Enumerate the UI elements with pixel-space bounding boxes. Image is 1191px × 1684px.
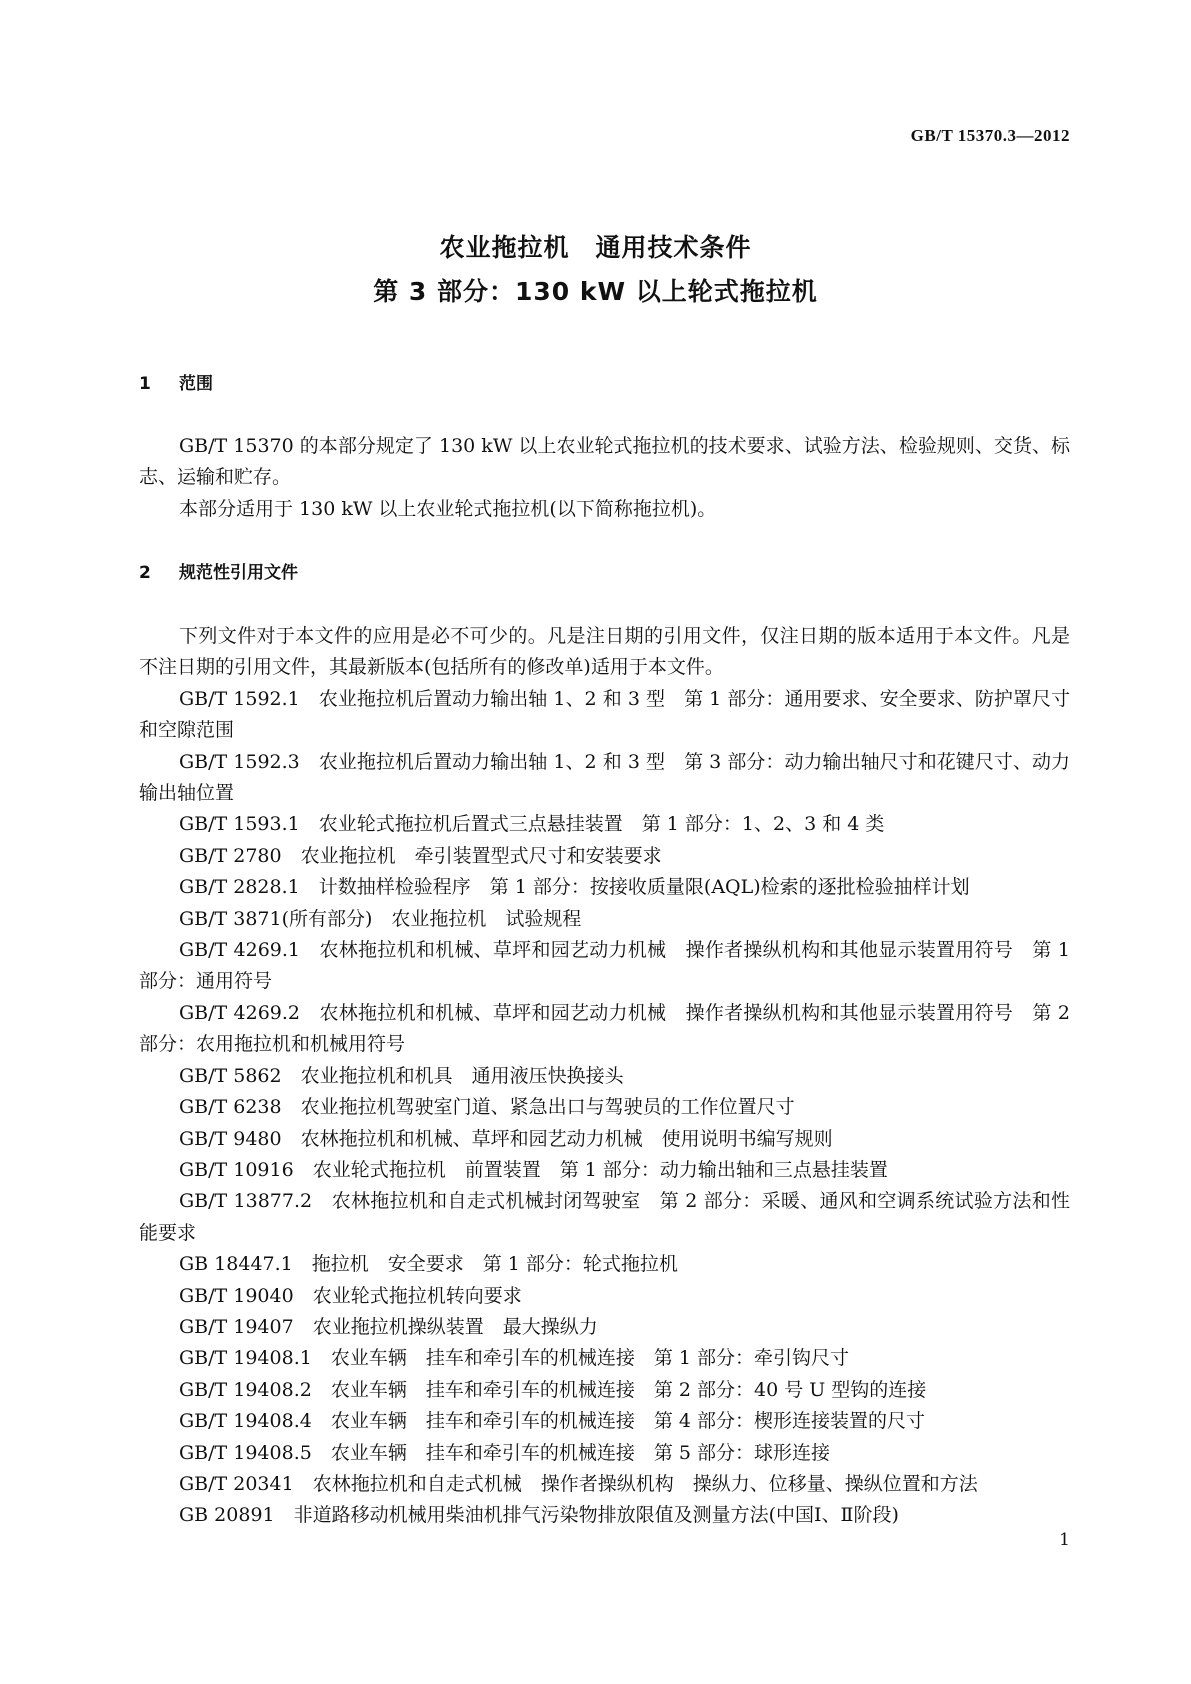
- reference-item: GB/T 19408.2 农业车辆 挂车和牵引车的机械连接 第 2 部分：40 号 U 型钩的连接: [179, 1378, 927, 1401]
- page-number: 1: [1059, 1530, 1070, 1550]
- section-number: 1: [139, 374, 151, 394]
- document-subtitle: 第 3 部分：130 kW 以上轮式拖拉机: [373, 277, 818, 306]
- reference-item: GB/T 6238 农业拖拉机驾驶室门道、紧急出口与驾驶员的工作位置尺寸: [179, 1096, 795, 1119]
- reference-item: GB/T 19040 农业轮式拖拉机转向要求: [179, 1284, 522, 1307]
- reference-item: GB/T 13877.2 农林拖拉机和自走式机械封闭驾驶室 第 2 部分：采暖、通风和空调系统试验方法和性能要求: [139, 1190, 1070, 1244]
- reference-item: GB/T 2780 农业拖拉机 牵引装置型式尺寸和安装要求: [179, 844, 662, 867]
- standard-code: GB/T 15370.3—2012: [910, 126, 1070, 145]
- reference-item: GB/T 1592.3 农业拖拉机后置动力输出轴 1、2 和 3 型 第 3 部分：动力输出轴尺寸和花键尺寸、动力输出轴位置: [139, 750, 1070, 805]
- reference-item: GB 18447.1 拖拉机 安全要求 第 1 部分：轮式拖拉机: [179, 1253, 678, 1276]
- section-title: 范围: [179, 374, 213, 394]
- section-number: 2: [139, 563, 151, 583]
- reference-item: GB/T 2828.1 计数抽样检验程序 第 1 部分：按接收质量限(AQL)检索的逐批检验抽样计划: [179, 876, 970, 899]
- reference-item: GB/T 4269.1 农林拖拉机和机械、草坪和园艺动力机械 操作者操纵机构和其他显示装置用符号 第 1 部分：通用符号: [139, 939, 1070, 993]
- reference-item: GB/T 19408.4 农业车辆 挂车和牵引车的机械连接 第 4 部分：楔形连接装置的尺寸: [179, 1410, 925, 1433]
- paragraph: GB/T 15370 的本部分规定了 130 kW 以上农业轮式拖拉机的技术要求、试验方法、检验规则、交货、标志、运输和贮存。: [139, 435, 1070, 489]
- reference-item: GB/T 20341 农林拖拉机和自走式机械 操作者操纵机构 操纵力、位移量、操纵位置和方法: [179, 1472, 978, 1495]
- reference-item: GB/T 10916 农业轮式拖拉机 前置装置 第 1 部分：动力输出轴和三点悬挂装置: [179, 1158, 888, 1181]
- section-heading-normative-references: [139, 557, 298, 589]
- references-section: [139, 621, 1070, 1532]
- reference-item: GB/T 1593.1 农业轮式拖拉机后置式三点悬挂装置 第 1 部分：1、2、3 和 4 类: [179, 813, 885, 836]
- reference-item: GB/T 19407 农业拖拉机操纵装置 最大操纵力: [179, 1315, 598, 1338]
- section-title: 规范性引用文件: [179, 563, 298, 583]
- reference-item: GB/T 19408.5 农业车辆 挂车和牵引车的机械连接 第 5 部分：球形连接: [179, 1441, 830, 1464]
- reference-item: GB/T 5862 农业拖拉机和机具 通用液压快换接头: [179, 1064, 624, 1087]
- reference-list: [139, 684, 1070, 1532]
- reference-item: GB/T 4269.2 农林拖拉机和机械、草坪和园艺动力机械 操作者操纵机构和其他显示装置用符号 第 2 部分：农用拖拉机和机械用符号: [139, 1001, 1070, 1056]
- reference-item: GB/T 3871(所有部分) 农业拖拉机 试验规程: [179, 907, 582, 930]
- paragraph: 本部分适用于 130 kW 以上农业轮式拖拉机(以下简称拖拉机)。: [179, 497, 717, 520]
- document-title: 农业拖拉机 通用技术条件: [439, 233, 752, 262]
- reference-item: GB/T 9480 农林拖拉机和机械、草坪和园艺动力机械 使用说明书编写规则: [179, 1127, 833, 1150]
- references-intro: 下列文件对于本文件的应用是必不可少的。凡是注日期的引用文件，仅注日期的版本适用于本文件。凡是不注日期的引用文件，其最新版本(包括所有的修改单)适用于本文件。: [139, 625, 1070, 679]
- scope-section: [139, 431, 1070, 525]
- reference-item: GB/T 1592.1 农业拖拉机后置动力输出轴 1、2 和 3 型 第 1 部分：通用要求、安全要求、防护罩尺寸和空隙范围: [139, 687, 1070, 742]
- reference-item: GB 20891 非道路移动机械用柴油机排气污染物排放限值及测量方法(中国Ⅰ、Ⅱ阶段): [179, 1504, 899, 1527]
- section-heading-scope: [139, 368, 213, 400]
- reference-item: GB/T 19408.1 农业车辆 挂车和牵引车的机械连接 第 1 部分：牵引钩尺寸: [179, 1347, 849, 1370]
